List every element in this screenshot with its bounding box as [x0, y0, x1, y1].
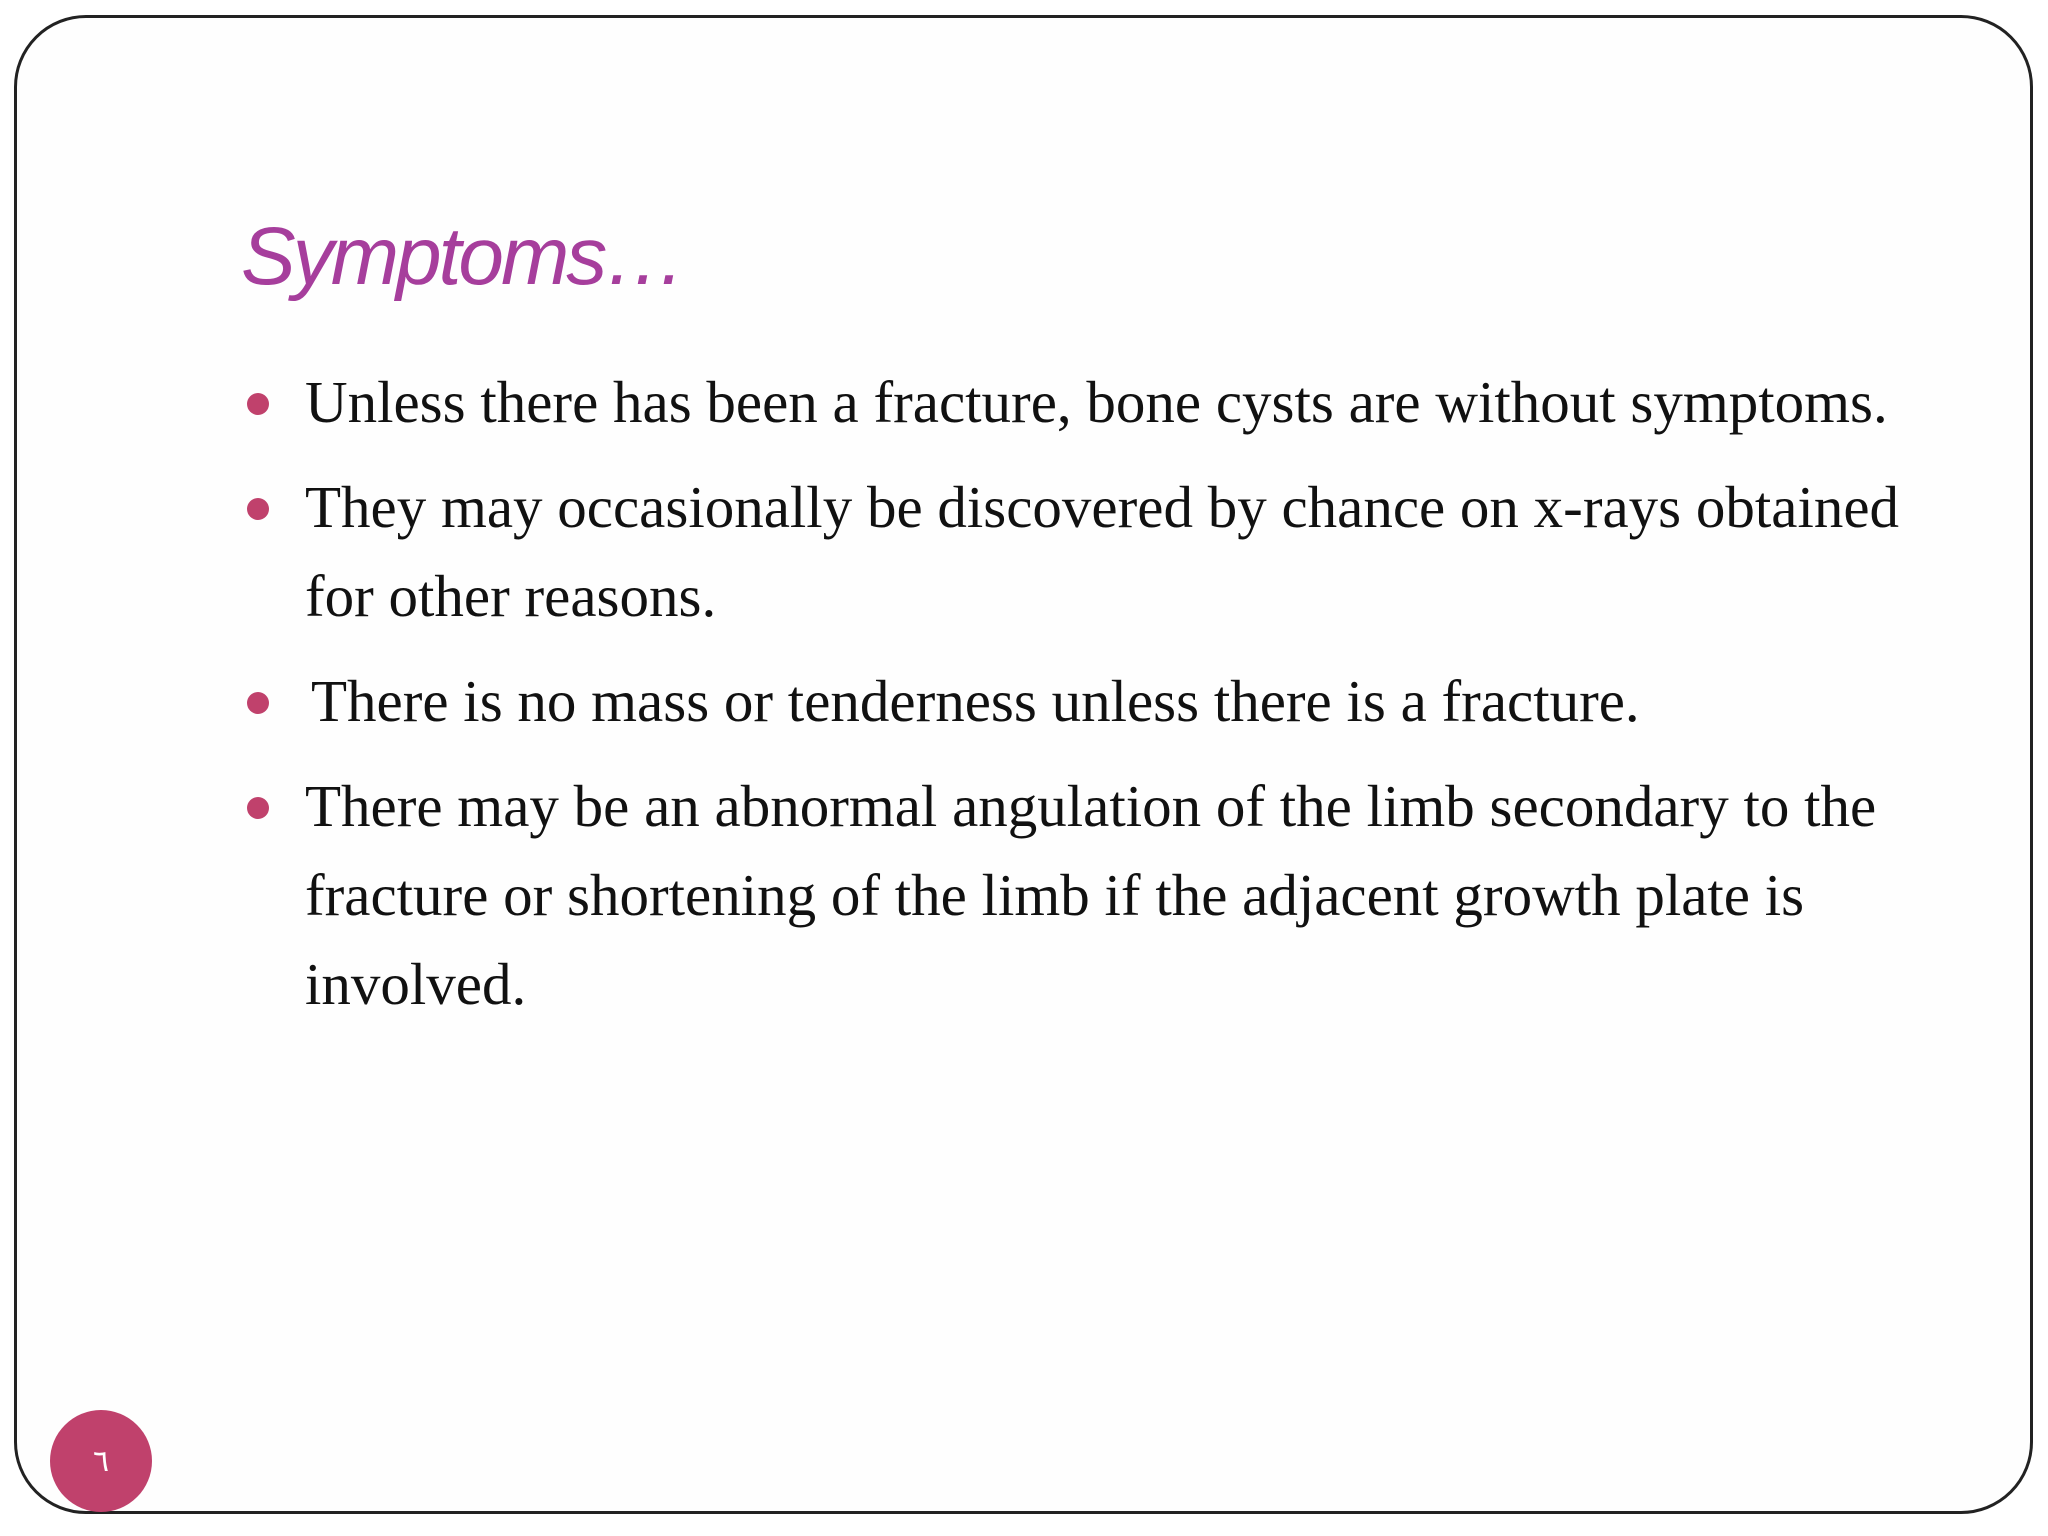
- slide: [14, 15, 2033, 1514]
- bullet-item: [245, 762, 1965, 1029]
- bullet-text: There may be an abnormal angulation of the limb secondary to the fracture or shortening of the limb if the adjacent growth plate is involved.: [305, 773, 1877, 1017]
- bullet-item: [245, 463, 1965, 641]
- bullet-text: Unless there has been a fracture, bone cysts are without symptoms.: [305, 369, 1888, 435]
- bullet-text: They may occasionally be discovered by chance on x-rays obtained for other reasons.: [305, 474, 1900, 629]
- bullet-dot-icon: [247, 393, 269, 415]
- bullet-dot-icon: [247, 692, 269, 714]
- page-number: ٦: [92, 1443, 110, 1479]
- bullet-dot-icon: [247, 797, 269, 819]
- bullet-item: [245, 657, 1965, 746]
- bullet-text: There is no mass or tenderness unless there is a fracture.: [311, 668, 1640, 734]
- slide-title: Symptoms…: [241, 211, 684, 302]
- bullet-list: [245, 358, 1965, 1045]
- bullet-dot-icon: [247, 498, 269, 520]
- bullet-item: [245, 358, 1965, 447]
- page-number-badge: [50, 1410, 152, 1512]
